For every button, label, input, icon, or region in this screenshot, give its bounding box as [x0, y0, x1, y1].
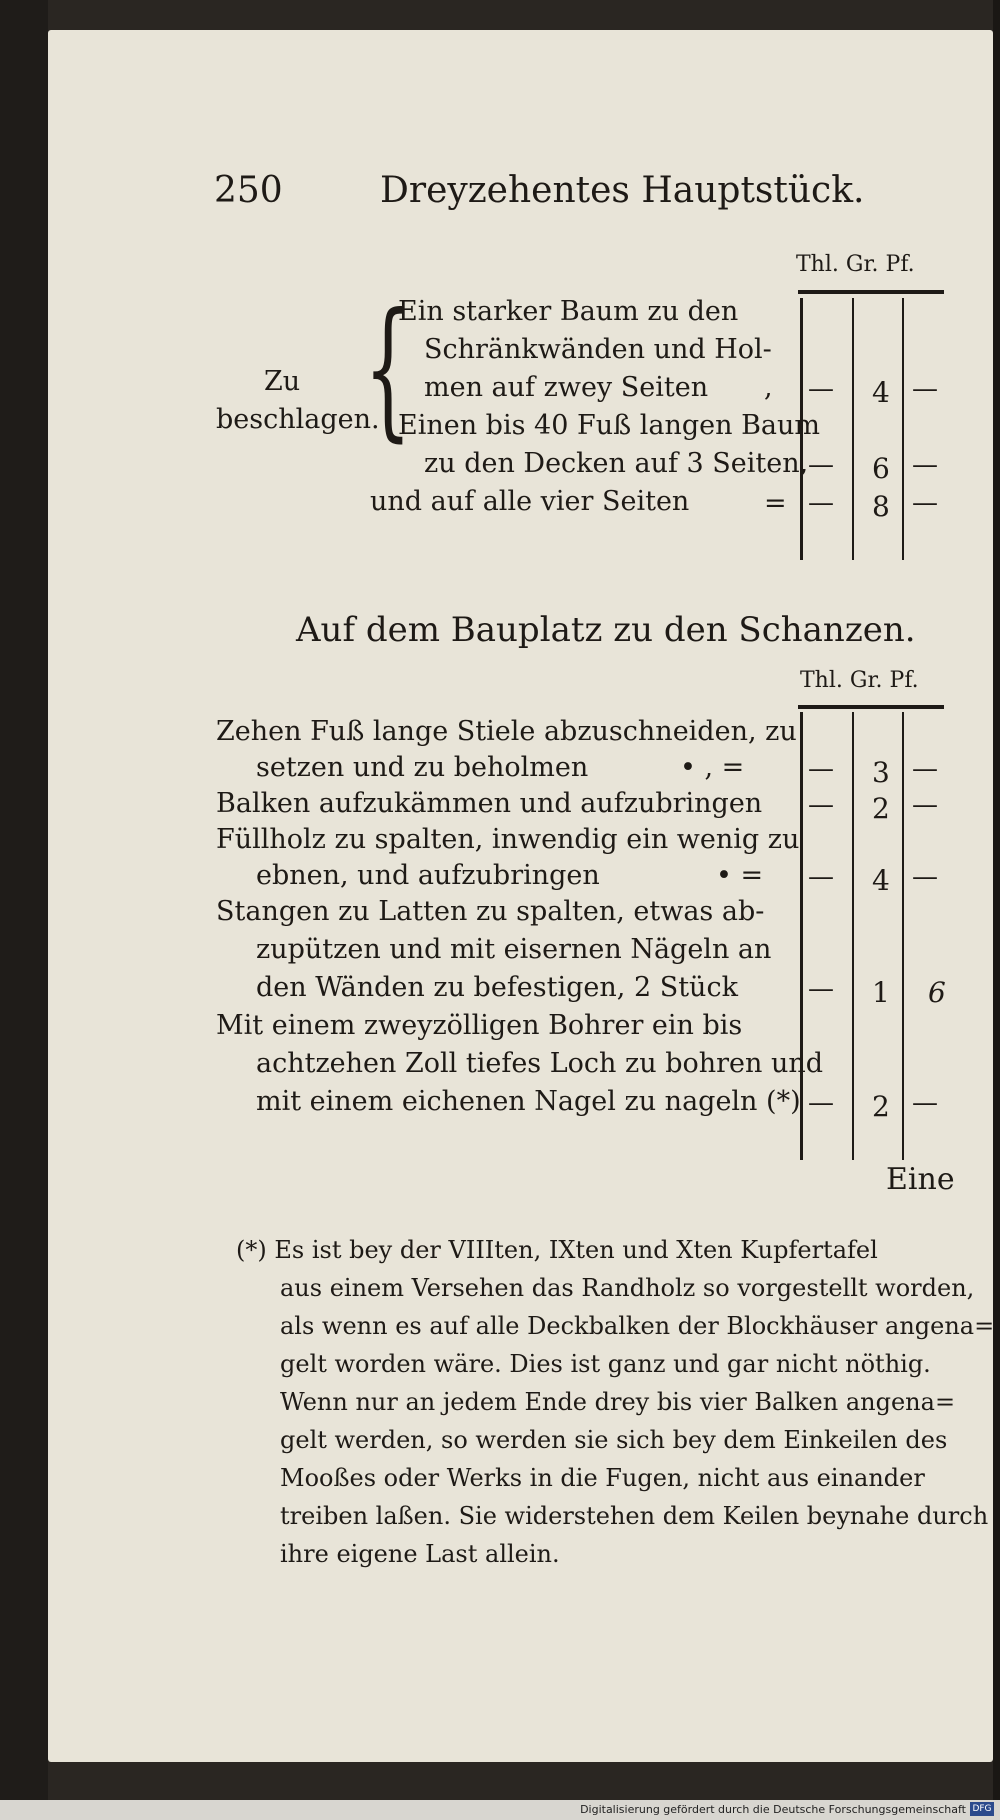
dfg-credit: Digitalisierung gefördert durch die Deutsche Forschungsgemeinschaft — [580, 1803, 966, 1816]
table1-line-1: Ein starker Baum zu den — [398, 296, 739, 327]
footnote-line-4: gelt worden wäre. Dies ist ganz und gar nicht nöthig. — [280, 1350, 931, 1378]
table2-line-8: den Wänden zu befestigen, 2 Stück — [256, 972, 738, 1003]
t2-r2-thl: — — [808, 790, 834, 820]
side-label-zu: Zu — [264, 366, 301, 397]
table1-top-rule — [798, 290, 944, 294]
page-number: 250 — [214, 170, 283, 211]
table2-line-2: setzen und zu beholmen — [256, 752, 589, 783]
t2-dots-2: • = — [716, 860, 764, 891]
footnote-line-2: aus einem Versehen das Randholz so vorgestellt worden, — [280, 1274, 975, 1302]
footnote-line-8: treiben laßen. Sie widerstehen dem Keilen beynahe durch — [280, 1502, 989, 1530]
footnote-line-9: ihre eigene Last allein. — [280, 1540, 560, 1568]
row2-pf: — — [912, 450, 938, 480]
row3-pf: — — [912, 488, 938, 518]
side-label-beschlagen: beschlagen. — [216, 404, 380, 435]
t2-r4-gr: 1 — [872, 976, 890, 1009]
t2-r4-thl: — — [808, 974, 834, 1004]
footnote-line-7: Mooßes oder Werks in die Fugen, nicht aus einander — [280, 1464, 925, 1492]
footnote-line-6: gelt werden, so werden sie sich bey dem Einkeilen des — [280, 1426, 948, 1454]
row1-gr: 4 — [872, 376, 890, 409]
row1-pf: — — [912, 374, 938, 404]
table2-line-7: zupützen und mit eisernen Nägeln an — [256, 934, 772, 965]
table1-line-4: Einen bis 40 Fuß langen Baum — [398, 410, 821, 441]
t2-r2-pf: — — [912, 790, 938, 820]
table1-line-2: Schränkwänden und Hol- — [424, 334, 772, 365]
dfg-logo: DFG — [970, 1802, 994, 1816]
table1-line-6: und auf alle vier Seiten — [370, 486, 690, 517]
t2-r3-gr: 4 — [872, 864, 890, 897]
table2-top-rule — [798, 705, 944, 709]
row2-gr: 6 — [872, 452, 890, 485]
table2-line-5: ebnen, und aufzubringen — [256, 860, 600, 891]
scan-left-edge — [0, 0, 48, 1820]
scan-right-edge — [993, 0, 1000, 1820]
footnote-line-5: Wenn nur an jedem Ende drey bis vier Balken angena= — [280, 1388, 956, 1416]
table2-line-6: Stangen zu Latten zu spalten, etwas ab- — [216, 896, 765, 927]
row3-dots: = — [764, 488, 787, 519]
table1-units: Thl. Gr. Pf. — [796, 252, 915, 277]
row2-thl: — — [808, 450, 834, 480]
row3-gr: 8 — [872, 490, 890, 523]
table2-line-10: achtzehen Zoll tiefes Loch zu bohren und — [256, 1048, 824, 1079]
table2-line-4: Füllholz zu spalten, inwendig ein wenig zu — [216, 824, 800, 855]
table1-col-line-3 — [902, 298, 904, 560]
t2-r2-gr: 2 — [872, 792, 890, 825]
t2-r5-gr: 2 — [872, 1090, 890, 1123]
t2-r5-thl: — — [808, 1088, 834, 1118]
t2-r1-pf: — — [912, 754, 938, 784]
row1-thl: — — [808, 374, 834, 404]
table2-line-1: Zehen Fuß lange Stiele abzuschneiden, zu — [216, 716, 797, 747]
t2-r3-thl: — — [808, 862, 834, 892]
row3-thl: — — [808, 488, 834, 518]
table2-line-9: Mit einem zweyzölligen Bohrer ein bis — [216, 1010, 743, 1041]
t2-r1-thl: — — [808, 754, 834, 784]
footnote-line-3: als wenn es auf alle Deckbalken der Blockhäuser angena= — [280, 1312, 995, 1340]
table2-col-line-2 — [852, 712, 854, 1160]
footnote-line-1: (*) Es ist bey der VIIIten, IXten und Xten Kupfertafel — [236, 1236, 878, 1264]
t2-r5-pf: — — [912, 1088, 938, 1118]
t2-r3-pf: — — [912, 862, 938, 892]
running-title: Dreyzehentes Hauptstück. — [380, 170, 865, 211]
table1-col-line-2 — [852, 298, 854, 560]
table2-line-11: mit einem eichenen Nagel zu nageln (*) — [256, 1086, 801, 1117]
curly-brace: { — [364, 282, 412, 456]
t2-r1-gr: 3 — [872, 756, 890, 789]
table1-line-3: men auf zwey Seiten — [424, 372, 709, 403]
table2-units: Thl. Gr. Pf. — [800, 668, 919, 693]
table2-line-3: Balken aufzukämmen und aufzubringen — [216, 788, 763, 819]
t2-dots-1: • , = — [680, 752, 745, 783]
section-title: Auf dem Bauplatz zu den Schanzen. — [296, 610, 916, 650]
t2-r4-pf: 6 — [928, 976, 946, 1009]
table2-col-line-3 — [902, 712, 904, 1160]
catchword: Eine — [886, 1162, 955, 1197]
row1-dots: , — [764, 372, 773, 403]
table1-line-5: zu den Decken auf 3 Seiten, — [424, 448, 809, 479]
